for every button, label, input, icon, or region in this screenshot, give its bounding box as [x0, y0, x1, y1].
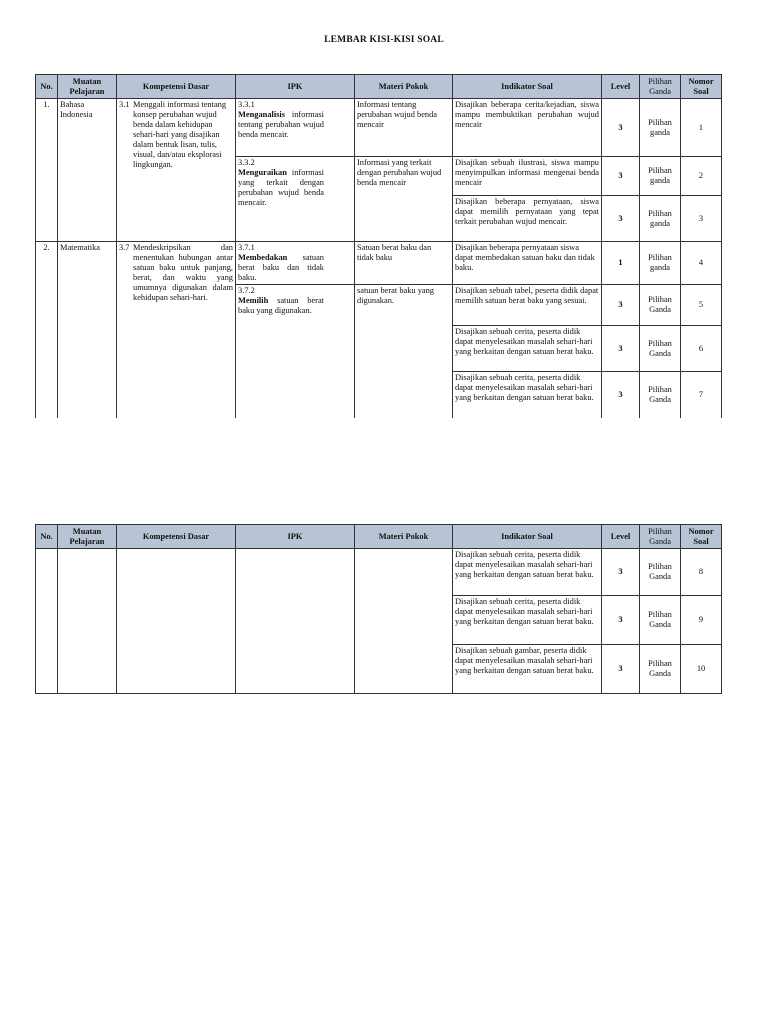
table-row — [36, 99, 722, 157]
ipk-cell — [236, 157, 355, 242]
nomor-cell: 3 — [681, 196, 722, 242]
empty-materi-cell — [355, 549, 453, 694]
level-cell: 3 — [602, 285, 640, 326]
pilihan-cell: Pilihan Ganda — [640, 326, 681, 372]
ipk-verb: Membedakan — [238, 253, 288, 262]
kisi-kisi-table-1 — [35, 74, 722, 418]
level-cell: 3 — [602, 326, 640, 372]
table-header-row — [36, 525, 722, 549]
ipk-text: satuan berat baku dan tidak baku. — [238, 253, 324, 282]
empty-ipk-cell — [236, 549, 355, 694]
pilihan-cell: Pilihan Ganda — [640, 285, 681, 326]
table-row — [36, 242, 722, 285]
ipk-verb: Menganalisis — [238, 110, 285, 119]
ipk-number: 3.7.1 — [238, 243, 255, 252]
indikator-cell: Disajikan sebuah ilustrasi, siswa mampu menyimpulkan informasi mengenai benda mencair — [453, 157, 602, 196]
header-pilihan: Pilihan Ganda — [640, 525, 681, 549]
nomor-cell: 8 — [681, 549, 722, 596]
indikator-cell: Disajikan beberapa cerita/kejadian, siswa mampu membuktikan perubahan wujud mencair — [453, 99, 602, 157]
indikator-cell: Disajikan beberapa pernyataan siswa dapat membedakan satuan baku dan tidak baku. — [453, 242, 602, 285]
header-no: No. — [36, 75, 58, 99]
pilihan-cell: Pilihan Ganda — [640, 372, 681, 418]
header-nomor: Nomor Soal — [681, 525, 722, 549]
kd-text: Menggali informasi tentang konsep perubahan wujud benda dalam kehidupan sehari-hari yang disajikan dalam bentuk lisan, tulis, visual, dan/atau eksplorasi lingkungan. — [133, 100, 227, 169]
row-number: 2. — [36, 242, 58, 418]
header-level: Level — [602, 75, 640, 99]
kd-cell — [117, 242, 236, 418]
level-cell: 3 — [602, 99, 640, 157]
ipk-text: informasi tentang perubahan wujud benda mencair. — [238, 110, 324, 139]
header-indikator: Indikator Soal — [453, 75, 602, 99]
document-title: LEMBAR KISI-KISI SOAL — [324, 35, 444, 45]
ipk-number: 3.3.1 — [238, 100, 255, 109]
materi-cell: Satuan berat baku dan tidak baku — [355, 242, 453, 285]
materi-cell: Informasi yang terkait dengan perubahan wujud benda mencair — [355, 157, 453, 242]
ipk-text: informasi yang terkait dengan perubahan wujud benda mencair. — [238, 168, 324, 207]
header-kd: Kompetensi Dasar — [117, 525, 236, 549]
header-ipk: IPK — [236, 75, 355, 99]
header-level: Level — [602, 525, 640, 549]
level-cell: 3 — [602, 372, 640, 418]
header-ipk: IPK — [236, 525, 355, 549]
nomor-cell: 1 — [681, 99, 722, 157]
header-muatan: Muatan Pelajaran — [58, 75, 117, 99]
table-header-row — [36, 75, 722, 99]
indikator-cell: Disajikan beberapa pernyataan, siswa dapat memilih pernyataan yang tepat terkait perubahan wujud mencair. — [453, 196, 602, 242]
header-nomor: Nomor Soal — [681, 75, 722, 99]
row-number: 1. — [36, 99, 58, 242]
kd-number: 3.1 — [119, 100, 130, 109]
nomor-cell: 10 — [681, 645, 722, 694]
ipk-verb: Memilih — [238, 296, 269, 305]
level-cell: 3 — [602, 549, 640, 596]
header-muatan: Muatan Pelajaran — [58, 525, 117, 549]
nomor-cell: 9 — [681, 596, 722, 645]
indikator-cell: Disajikan sebuah gambar, peserta didik dapat menyelesaikan masalah sehari-hari yang berkaitan dengan satuan berat baku. — [453, 645, 602, 694]
empty-kd-cell — [117, 549, 236, 694]
kd-number: 3.7 — [119, 243, 130, 252]
ipk-text: satuan berat baku yang digunakan. — [238, 296, 325, 315]
level-cell: 3 — [602, 196, 640, 242]
kd-cell — [117, 99, 236, 242]
ipk-cell — [236, 242, 355, 285]
indikator-cell: Disajikan sebuah cerita, peserta didik dapat menyelesaikan masalah sehari-hari yang berkaitan dengan satuan berat baku. — [453, 326, 602, 372]
indikator-cell: Disajikan sebuah cerita, peserta didik dapat menyelesaikan masalah sehari-hari yang berkaitan dengan satuan berat baku. — [453, 549, 602, 596]
header-no: No. — [36, 525, 58, 549]
pilihan-cell: Pilihan ganda — [640, 157, 681, 196]
nomor-cell: 6 — [681, 326, 722, 372]
muatan-cell: Matematika — [58, 242, 117, 418]
level-cell: 3 — [602, 596, 640, 645]
empty-no-cell — [36, 549, 58, 694]
level-cell: 3 — [602, 645, 640, 694]
ipk-number: 3.7.2 — [238, 286, 255, 295]
header-kd: Kompetensi Dasar — [117, 75, 236, 99]
header-materi: Materi Pokok — [355, 75, 453, 99]
pilihan-cell: Pilihan ganda — [640, 99, 681, 157]
pilihan-cell: Pilihan Ganda — [640, 549, 681, 596]
kd-text: Mendeskripsikan dan menentukan hubungan antar satuan baku untuk panjang, berat, dan waktu yang umumnya digunakan dalam kehidupan sehari-hari. — [133, 243, 233, 302]
table-row — [36, 549, 722, 596]
level-cell: 3 — [602, 157, 640, 196]
materi-cell: Informasi tentang perubahan wujud benda mencair — [355, 99, 453, 157]
nomor-cell: 4 — [681, 242, 722, 285]
indikator-cell: Disajikan sebuah cerita, peserta didik dapat menyelesaikan masalah sehari-hari yang berkaitan dengan satuan berat baku. — [453, 372, 602, 418]
header-pilihan: Pilihan Ganda — [640, 75, 681, 99]
nomor-cell: 7 — [681, 372, 722, 418]
pilihan-cell: Pilihan Ganda — [640, 645, 681, 694]
ipk-number: 3.3.2 — [238, 158, 255, 167]
materi-cell: satuan berat baku yang digunakan. — [355, 285, 453, 418]
pilihan-cell: Pilihan ganda — [640, 242, 681, 285]
muatan-cell: Bahasa Indonesia — [58, 99, 117, 242]
pilihan-cell: Pilihan Ganda — [640, 596, 681, 645]
header-indikator: Indikator Soal — [453, 525, 602, 549]
pilihan-cell: Pilihan ganda — [640, 196, 681, 242]
indikator-cell: Disajikan sebuah cerita, peserta didik dapat menyelesaikan masalah sehari-hari yang berkaitan dengan satuan berat baku. — [453, 596, 602, 645]
kisi-kisi-table-2 — [35, 524, 722, 694]
ipk-verb: Menguraikan — [238, 168, 287, 177]
empty-muatan-cell — [58, 549, 117, 694]
ipk-cell — [236, 285, 355, 418]
header-materi: Materi Pokok — [355, 525, 453, 549]
nomor-cell: 2 — [681, 157, 722, 196]
indikator-cell: Disajikan sebuah tabel, peserta didik dapat memilih satuan berat baku yang sesuai. — [453, 285, 602, 326]
ipk-cell — [236, 99, 355, 157]
level-cell: 1 — [602, 242, 640, 285]
nomor-cell: 5 — [681, 285, 722, 326]
